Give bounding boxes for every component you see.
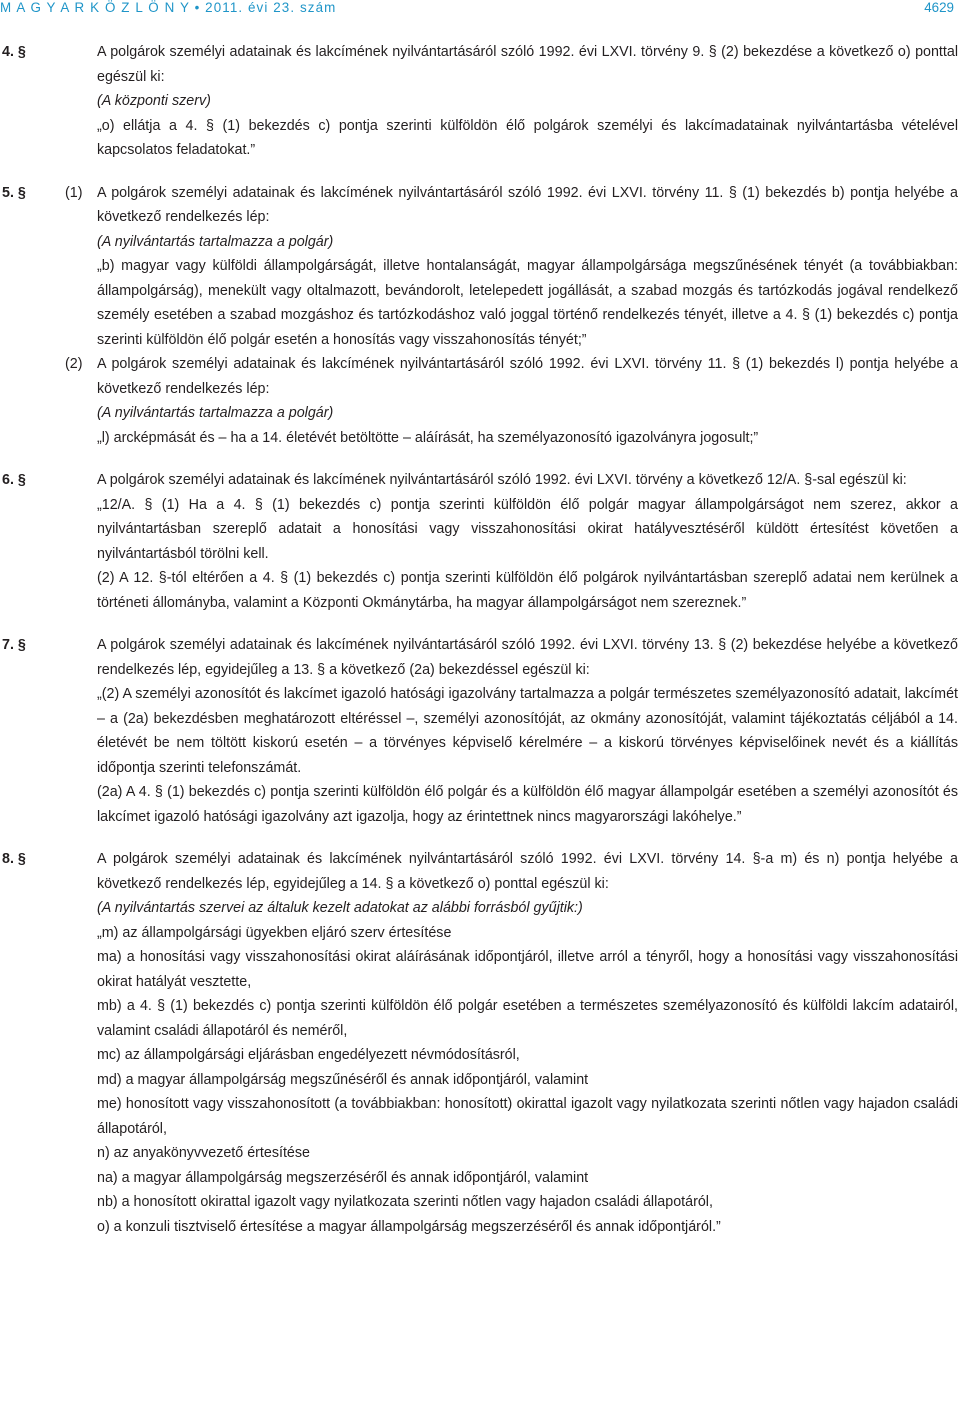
- paragraph: mb) a 4. § (1) bekezdés c) pontja szerinti külföldön élő polgár esetében a természetes személyazonosító és külföldi lakcím adatairól, valamint családi állapotáról és neméről,: [97, 998, 958, 1039]
- paragraph: „12/A. § (1) Ha a 4. § (1) bekezdés c) pontja szerinti külföldön élő polgár magyar állampolgárságot nem szerez, akkor a nyilvántartásban szereplő adatait a honosítási vagy visszahonosítási okirat hatályvesztéséről küldött értesítést követően a nyilvántartásból törölni kell.: [97, 496, 958, 562]
- paragraph: mc) az állampolgársági eljárásban engedélyezett névmódosításról,: [97, 1047, 520, 1063]
- paragraph: „l) arcképmását és – ha a 14. életévét betöltötte – aláírását, ha személyazonosító igazolványra jogosult;”: [97, 429, 759, 446]
- section-number: 7. §: [2, 637, 26, 653]
- paragraph: n) az anyakönyvvezető értesítése: [97, 1145, 310, 1161]
- section-body: [97, 633, 958, 829]
- paragraph: „b) magyar vagy külföldi állampolgárságát, illetve hontalanságát, magyar állampolgársága megszűnésének tényét (a továbbiakban: állampolgárság), menekült vagy oltalmazott, bevándorolt, letelepedett jogállását, a szabad mozgás és tartózkodás jogával rendelkező személy esetében a szabad mozgáshoz és tartózkodáshoz való joggal történő rendelkezés tényét, illetve a 4. § (1) bekezdés c) pontja szerinti külföldön élő polgár esetén a honosítás vagy visszahonosítás tényét;”: [97, 258, 958, 348]
- context-line: (A nyilvántartás tartalmazza a polgár): [97, 233, 334, 250]
- journal-title: M A G Y A R K Ö Z L Ö N Y • 2011. évi 23. szám: [0, 0, 337, 15]
- paragraph: „(2) A személyi azonosítót és lakcímet igazoló hatósági igazolvány tartalmazza a polgár természetes személyazonosító adatait, lakcímét – a (2a) bekezdésben meghatározott eltéréssel –, személyi azonosítóját, az okmány azonosítóját, valamint tájékoztatás céljából a 14. életévét be nem töltött kiskorú esetén – a törvényes képviselő kérelmére – a kiskorú törvényes képviselőinek nevét és a kiállítás időpontja szerinti telefonszámát.: [97, 686, 958, 776]
- paragraph: me) honosított vagy visszahonosított (a továbbiakban: honosított) okirattal igazolt vagy nyilatkozata szerinti nőtlen vagy hajadon családi állapotáról,: [97, 1096, 958, 1137]
- paragraph: A polgárok személyi adatainak és lakcímének nyilvántartásáról szóló 1992. évi LXVI. törvény 14. §-a m) és n) pontja helyébe a következő rendelkezés lép, egyidejűleg a 14. § a következő o) ponttal egészül ki:: [97, 851, 958, 892]
- paragraph: na) a magyar állampolgárság megszerzéséről és annak időpontjáról, valamint: [97, 1169, 589, 1186]
- section: [0, 847, 958, 1239]
- paragraph: A polgárok személyi adatainak és lakcímének nyilvántartásáról szóló 1992. évi LXVI. törvény 11. § (1) bekezdés l) pontja helyébe a következő rendelkezés lép:: [97, 356, 958, 397]
- section: [0, 468, 958, 615]
- section-number: 6. §: [2, 472, 26, 488]
- subsection: [65, 352, 958, 450]
- paragraph: (2a) A 4. § (1) bekezdés c) pontja szerinti külföldön élő polgár és a külföldön élő magyar állampolgár esetében a személyi azonosítót és lakcímet igazoló hatósági igazolvány azt igazolja, hogy az érintettnek nincs magyarországi lakóhelye.”: [97, 784, 958, 825]
- section: [0, 40, 958, 163]
- section-number: 4. §: [2, 44, 26, 60]
- section: [0, 633, 958, 829]
- subsection-number: (2): [65, 356, 83, 372]
- paragraph: (2) A 12. §-tól eltérően a 4. § (1) bekezdés c) pontja szerinti külföldön élő polgárok nyilvántartásban szereplő adatai nem kerülnek a történeti állományba, valamint a Központi Okmánytárba, ha magyar állampolgárságot nem szereznek.”: [97, 570, 958, 611]
- paragraph: A polgárok személyi adatainak és lakcímének nyilvántartásáról szóló 1992. évi LXVI. törvény a következő 12/A. §-sal egészül ki:: [97, 472, 907, 488]
- page-header: [0, 0, 960, 16]
- paragraph: A polgárok személyi adatainak és lakcímének nyilvántartásáról szóló 1992. évi LXVI. törvény 13. § (2) bekezdése helyébe a következő rendelkezés lép, egyidejűleg a 13. § a következő (2a) bekezdéssel egészül ki:: [97, 637, 958, 678]
- paragraph: ma) a honosítási vagy visszahonosítási okirat aláírásának időpontjáról, illetve arról a tényről, hogy a honosítási vagy visszahonosítási okirat hatályát vesztette,: [97, 949, 958, 990]
- page-number: 4629: [924, 0, 954, 15]
- context-line: (A nyilvántartás szervei az általuk kezelt adatokat az alábbi forrásból gyűjtik:): [97, 900, 583, 916]
- section-body: [97, 468, 958, 615]
- section-body: [97, 847, 958, 1239]
- subsection-number: (1): [65, 184, 83, 201]
- subsection: [65, 181, 958, 353]
- paragraph: md) a magyar állampolgárság megszűnéséről és annak időpontjáról, valamint: [97, 1071, 589, 1088]
- section-number: 8. §: [2, 851, 26, 867]
- paragraph: „o) ellátja a 4. § (1) bekezdés c) pontja szerinti külföldön élő polgárok személyi és lakcímadatainak nyilvántartásba vételével kapcsolatos feladatokat.”: [97, 117, 958, 158]
- paragraph: „m) az állampolgársági ügyekben eljáró szerv értesítése: [97, 924, 452, 941]
- document-body: [0, 40, 958, 1257]
- section-number: 5. §: [2, 184, 26, 201]
- context-line: (A nyilvántartás tartalmazza a polgár): [97, 405, 334, 421]
- section-body: [65, 181, 958, 451]
- context-line: (A központi szerv): [97, 93, 211, 109]
- paragraph: o) a konzuli tisztviselő értesítése a magyar állampolgárság megszerzéséről és annak időpontjáról.”: [97, 1218, 721, 1235]
- section: [0, 181, 958, 451]
- paragraph: A polgárok személyi adatainak és lakcímének nyilvántartásáról szóló 1992. évi LXVI. törvény 9. § (2) bekezdése a következő o) ponttal egészül ki:: [97, 44, 958, 85]
- paragraph: A polgárok személyi adatainak és lakcímének nyilvántartásáról szóló 1992. évi LXVI. törvény 11. § (1) bekezdés b) pontja helyébe a következő rendelkezés lép:: [97, 184, 958, 225]
- paragraph: nb) a honosított okirattal igazolt vagy nyilatkozata szerinti nőtlen vagy hajadon családi állapotáról,: [97, 1194, 713, 1210]
- section-body: [97, 40, 958, 163]
